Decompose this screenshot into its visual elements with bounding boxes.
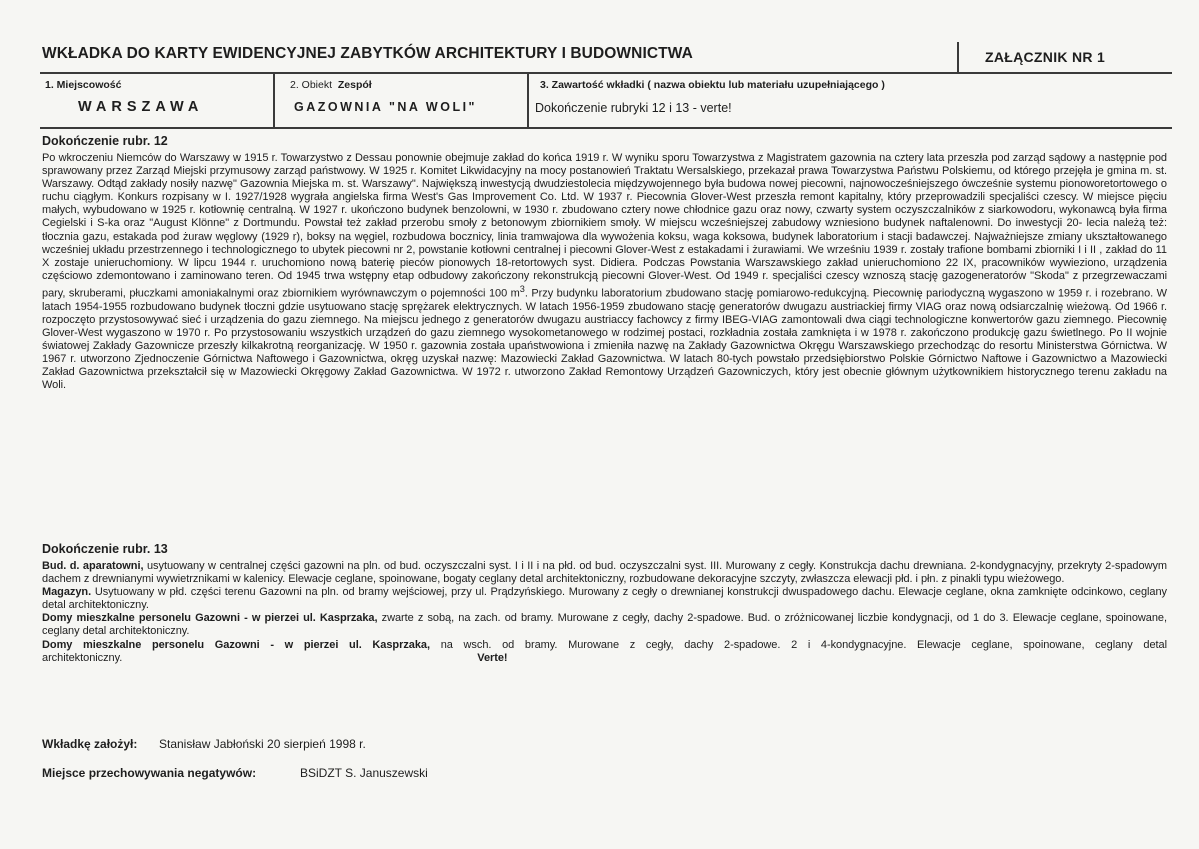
- section-13-text: [42, 560, 1167, 665]
- section-12-text-part-1: Po wkroczeniu Niemców do Warszawy w 1915 r. Towarzystwo z Dessau ponownie obejmuje zakład do końca 1919 r. W wyniku sporu Towarzystwa z Magistratem gazownia na cztery lata przeszła pod zarząd sądowy a następnie pod sprawowany przez Zarząd Miejski przymusowy zarząd państwowy. W 1925 r. Komitet Likwidacyjny na mocy postanowień Traktatu Wersalskiego, przekazał prawa Towarzystwa Państwu Polskiemu, od którego przejęła je gmina m. st. Warszawy. Odtąd zakłady nosiły nazwę" Gazownia Miejska m. st. Warszawy". Największą inwestycją dwudziestolecia międzywojennego była budowa nowej piecowni, najnowocześniejszego ówcześnie systemu pionoworetortowego o ruchu ciągłym. Konkurs rozpisany w I. 1927/1928 wygrała angielska firma West's Gas Improvement Co. Ltd. W 1937 r. Piecownia Glover-West przeszła remont kapitalny, który przeprowadzili specjaliści czescy. W miejsce pięciu małych, wybudowano w 1925 r. kotłownię centralną. W 1927 r. ukończono budynek benzolowni, w 1930 r. zbudowano cztery nowe chłodnice gazu oraz nowy, czwarty system oczyszczalników z siarkowodoru, wykonawcą była firma Cegielski i S-ka oraz "August Klönne" z Dortmundu. Powstał też zakład przerobu smoły z betonowym zbiornikiem smoły. W miejscu wcześniejszej zabudowy wzniesiono budynek naftalenowni. Do inwestycji 20- lecia należą też: tłocznia gazu, estakada pod żuraw węglowy (1929 r), boksy na węgiel, rozbudowa bocznicy, linia tramwajowa dla wywożenia koksu, waga koksowa, budynek laboratorium i stacji badawczej. Najważniejsze zmiany ukształtowanego wcześniej układu przestrzennego i technologicznego to ubytek piecowni nr 2, powstanie kotłowni centralnej i piecowni Glover-West z estakadami i żurawiami. We wrześniu 1939 r. zostały trafione bombami zbiorniki I i II , zakład do 11 X zostaje unieruchomiony. W lipcu 1944 r. uruchomiono nową baterię pieców pionowych 18-retortowych syst. Didiera. Podczas Powstania Warszawskiego zakład unieruchomiono 22 IX, pracowników wywieziono, urządzenia częściowo zdemontowano i zaminowano teren. Od 1945 trwa wstępny etap odbudowy zakończony rekonstrukcją piecowni Glover-West. Od 1949 r. specjaliści czescy wznoszą stację gazogeneratorów "Skoda" z przegrzewaczami pary, skruberami, płuczkami amoniakalnymi oraz zbiornikiem wyrównawczym o pojemności 100 m: [42, 152, 1167, 300]
- header-divider-vertical: [957, 42, 959, 72]
- section-13-item: [42, 586, 1167, 612]
- section-13-item: [42, 612, 1167, 638]
- section-13-item: [42, 639, 1167, 665]
- section-12-heading: Dokończenie rubr. 12: [42, 134, 168, 148]
- negatives-value: BSiDZT S. Januszewski: [300, 766, 428, 780]
- content-label: 3. Zawartość wkładki ( nazwa obiektu lub materiału uzupełniającego ): [540, 79, 885, 91]
- header-rule: [40, 72, 1172, 74]
- item-description: zwarte z sobą, na zach. od bramy. Murowane z cegły, dachy 2-spadowe. Bud. o zróżnicowanej liczbie kondygnacji, od 1 do 3. Elewacje ceglane, spoinowane, ceglany detal architektoniczny.: [42, 612, 1167, 638]
- content-value: Dokończenie rubryki 12 i 13 - verte!: [535, 101, 732, 115]
- cubic-superscript: 3: [519, 283, 525, 294]
- author-label: Wkładkę założył:: [42, 737, 138, 751]
- item-description: na wsch. od bramy. Murowane z cegły, dachy 2-spadowe. 2 i 4-kondygnacyjne. Elewacje ceglane, spoinowane, ceglany detal architektoniczny.: [42, 638, 1168, 664]
- item-name: Bud. d. aparatowni,: [42, 560, 144, 572]
- object-label-extra: Zespół: [337, 79, 372, 91]
- field-divider-1: [273, 73, 275, 128]
- section-12-text-part-2: . Przy budynku laboratorium zbudowano stację pomiarowo-redukcyjną. Piecownię pariodyczną wygaszono w 1959 r. i rozebrano. W latach 1954-1955 rozbudowano budynek tłoczni gdzie usytuowano stację sprężarek elektrycznych. W latach 1956-1959 zbudowano stację generatorów dwugazu austriackiej firmy VIAG oraz nową odsiarczalnię wieżową. Od 1966 r. rozpoczęto przystosowywać sieć i urządzenia do gazu ziemnego. Na miejscu jednego z generatorów dwugazu austriaccy fachowcy z firmy IBEG-VIAG zamontowali dwa ciągi technologiczne konwertorów gazu ziemnego. Piecownię Glover-West wygaszono w 1970 r. Po przystosowaniu wszystkich urządzeń do gazu ziemnego wysokometanowego w rodzimej postaci, rozkładnia została zamknięta i w 1978 r. zakończono produkcję gazu świetlnego. Po II wojnie światowej Zakłady Gazownicze przeszły kilkakrotną reorganizację. W 1950 r. gazownia została upaństwowiona i zmieniła nazwę na Zakłady Gazownictwa Okręgu Warszawskiego przechodząc do resortu Ministerstwa Górnictwa. W 1967 r. utworzono Zjednoczenie Górnictwa Naftowego i Gazownictwa, okręg uzyskał nazwę: Mazowiecki Zakład Gazownictwa. W latach 80-tych powstało przedsiębiorstwo Polskie Górnictwo Naftowe i Gazownictwo a Mazowiecki Zakład Gazownictwa przekształcił się w Mazowiecki Okręgowy Zakład Gazownictwa. W 1972 r. utworzono Zakład Remontowy Urządzeń Gazowniczych, który jest obecnie głównym użytkownikiem historycznego terenu zakładu na Woli.: [42, 287, 1167, 392]
- author-value: Stanisław Jabłoński 20 sierpień 1998 r.: [159, 737, 366, 751]
- field-rule: [40, 127, 1172, 129]
- section-12-text: [42, 152, 1167, 392]
- object-label: [290, 79, 372, 91]
- item-name: Magazyn.: [42, 586, 92, 599]
- section-12-paragraph: [42, 152, 1167, 392]
- negatives-label: Miejsce przechowywania negatywów:: [42, 766, 257, 780]
- item-description: usytuowany w centralnej części gazowni na pln. od bud. oczyszczalni syst. I i II i na płd. od bud. oczyszczalni syst. III. Murowany z cegły. Konstrukcja dachu drewniana. 2-kondygnacyjny, przekryty 2-spadowym dachem z drewnianymi wywietrznikami w kalenicy. Elewacje ceglane, spoinowane, bogaty ceglany detal architektoniczny, rozbudowane dekoracyjne szczyty, zwłaszcza elewacji płd. i płn. z pinakli typu wieżowego.: [42, 560, 1168, 586]
- item-name: Domy mieszkalne personelu Gazowni - w pierzei ul. Kasprzaka,: [42, 638, 430, 651]
- annex-number: ZAŁĄCZNIK NR 1: [985, 49, 1106, 65]
- verte-note: Verte!: [477, 651, 508, 664]
- section-13-heading: Dokończenie rubr. 13: [42, 542, 168, 556]
- place-value: WARSZAWA: [78, 99, 204, 115]
- card-title: WKŁADKA DO KARTY EWIDENCYJNEJ ZABYTKÓW ARCHITEKTURY I BUDOWNICTWA: [42, 45, 693, 62]
- place-label: 1. Miejscowość: [45, 79, 122, 91]
- field-divider-2: [527, 73, 529, 128]
- item-name: Domy mieszkalne personelu Gazowni - w pierzei ul. Kasprzaka,: [42, 612, 378, 625]
- object-label-text: 2. Obiekt: [290, 79, 333, 91]
- item-description: Usytuowany w płd. części terenu Gazowni na pln. od bramy wejściowej, przy ul. Prądzyńskiego. Murowany z cegły o drewnianej konstrukcji dwuspadowego dachu. Elewacje ceglane, okna zamknięte odcinkowo, ceglany detal architektoniczny.: [42, 586, 1167, 612]
- section-13-item: [42, 560, 1167, 586]
- object-value: GAZOWNIA "NA WOLI": [294, 100, 477, 114]
